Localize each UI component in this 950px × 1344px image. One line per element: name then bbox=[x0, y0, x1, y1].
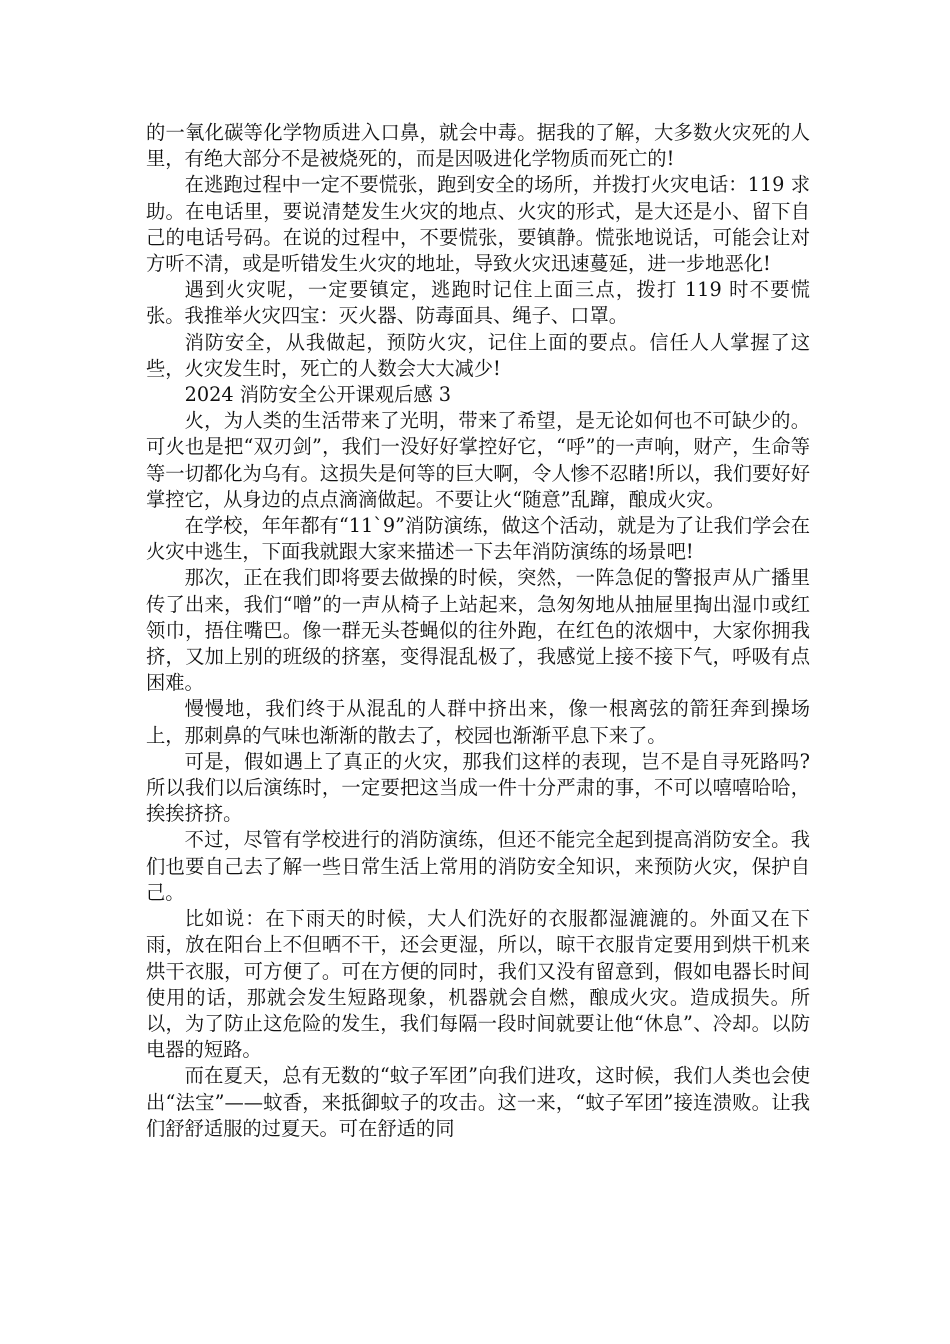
paragraph: 遇到火灾呢，一定要镇定，逃跑时记住上面三点，拨打 119 时不要慌张。我推举火灾四宝：灭火器、防毒面具、绳子、口罩。 bbox=[146, 278, 810, 328]
paragraph: 在学校，年年都有“11`9”消防演练，做这个活动，就是为了让我们学会在火灾中逃生，下面我就跟大家来描述一下去年消防演练的场景吧! bbox=[146, 514, 810, 564]
paragraph: 而在夏天，总有无数的“蚊子军团”向我们进攻，这时候，我们人类也会使出“法宝”——蚊香，来抵御蚊子的攻击。这一来，“蚊子军团”接连溃败。让我们舒舒适服的过夏天。可在舒适的同 bbox=[146, 1064, 810, 1140]
paragraph: 消防安全，从我做起，预防火灾，记住上面的要点。信任人人掌握了这些，火灾发生时，死亡的人数会大大减少! bbox=[146, 330, 810, 380]
paragraph: 在逃跑过程中一定不要慌张，跑到安全的场所，并拨打火灾电话：119 求助。在电话里，要说清楚发生火灾的地点、火灾的形式，是大还是小、留下自己的电话号码。在说的过程中，不要慌张，要镇静。慌张地说话，可能会让对方听不清，或是听错发生火灾的地址，导致火灾迅速蔓延，进一步地恶化! bbox=[146, 173, 810, 276]
paragraph: 可是，假如遇上了真正的火灾，那我们这样的表现，岂不是自寻死路吗?所以我们以后演练时，一定要把这当成一件十分严肃的事，不可以嘻嘻哈哈，挨挨挤挤。 bbox=[146, 749, 810, 826]
paragraph: 那次，正在我们即将要去做操的时候，突然，一阵急促的警报声从广播里传了出来，我们“噌”的一声从椅子上站起来，急匆匆地从抽屉里掏出湿巾或红领巾，捂住嘴巴。像一群无头苍蝇似的往外跑，在红色的浓烟中，大家你拥我挤，又加上别的班级的挤塞，变得混乱极了，我感觉上接不接下气，呼吸有点困难。 bbox=[146, 566, 810, 695]
document-body bbox=[146, 120, 810, 1142]
paragraph: 火，为人类的生活带来了光明，带来了希望，是无论如何也不可缺少的。可火也是把“双刃剑”，我们一没好好掌控好它，“呼”的一声响，财产，生命等等一切都化为乌有。这损失是何等的巨大啊，令人惨不忍睹!所以，我们要好好掌控它，从身边的点点滴滴做起。不要让火“随意”乱蹿，酿成火灾。 bbox=[146, 409, 810, 511]
paragraph: 的一氧化碳等化学物质进入口鼻，就会中毒。据我的了解，大多数火灾死的人里，有绝大部分不是被烧死的，而是因吸进化学物质而死亡的! bbox=[146, 121, 810, 171]
paragraph: 不过，尽管有学校进行的消防演练，但还不能完全起到提高消防安全。我们也要自己去了解一些日常生活上常用的消防安全知识，来预防火灾，保护自己。 bbox=[146, 828, 810, 904]
paragraph: 比如说：在下雨天的时候，大人们洗好的衣服都湿漉漉的。外面又在下雨，放在阳台上不但晒不干，还会更湿，所以，晾干衣服肯定要用到烘干机来烘干衣服，可方便了。可在方便的同时，我们又没有留意到，假如电器长时间使用的话，那就会发生短路现象，机器就会自燃，酿成火灾。造成损失。所以，为了防止这危险的发生，我们每隔一段时间就要让他“休息”、冷却。以防电器的短路。 bbox=[146, 907, 810, 1062]
section-heading: 2024 消防安全公开课观后感 3 bbox=[184, 383, 451, 407]
paragraph: 慢慢地，我们终于从混乱的人群中挤出来，像一根离弦的箭狂奔到操场上，那刺鼻的气味也渐渐的散去了，校园也渐渐平息下来了。 bbox=[146, 697, 810, 747]
